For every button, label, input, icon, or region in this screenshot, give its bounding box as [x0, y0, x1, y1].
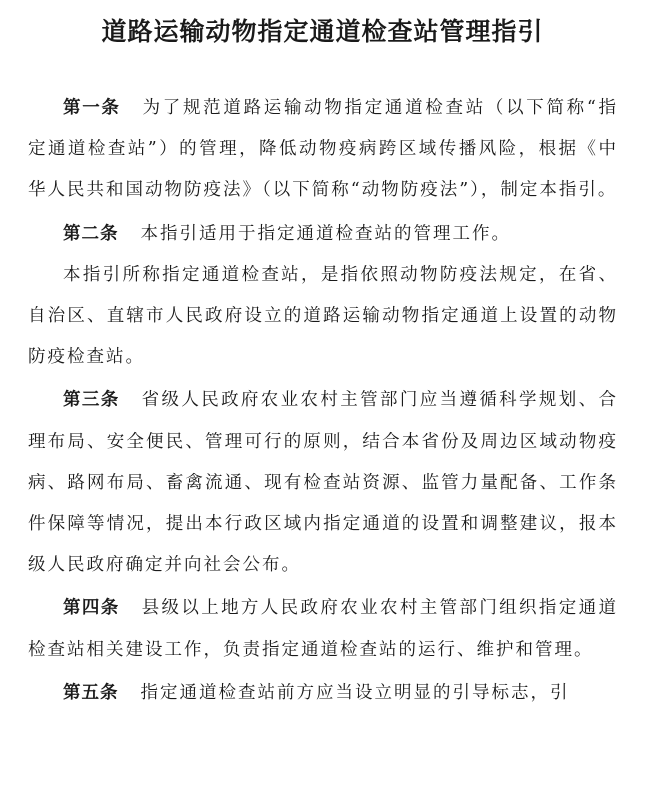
article-number: 第五条 [63, 682, 119, 703]
article-number: 第二条 [63, 223, 119, 244]
article-number: 第三条 [63, 390, 120, 411]
article-text: 县级以上地方人民政府农业农村主管部门组织指定通道检查站相关建设工作，负责指定通道检查站的运行、维护和管理。 [28, 598, 619, 660]
article-text: 省级人民政府农业农村主管部门应当遵循科学规划、合理布局、安全便民、管理可行的原则，结合本省份及周边区域动物疫病、路网布局、畜禽流通、现有检查站资源、监管力量配备、工作条件保障等情况，提出本行政区域内指定通道的设置和调整建议，报本级人民政府确定并向社会公布。 [28, 390, 619, 576]
document-body [28, 88, 618, 714]
article-4 [28, 588, 618, 670]
article-text: 为了规范道路运输动物指定通道检查站（以下简称“指定通道检查站”）的管理，降低动物疫病跨区域传播风险，根据《中华人民共和国动物防疫法》（以下简称“动物防疫法”），制定本指引。 [28, 98, 619, 201]
article-2-paragraph-2: 本指引所称指定通道检查站，是指依照动物防疫法规定，在省、自治区、直辖市人民政府设立的道路运输动物指定通道上设置的动物防疫检查站。 [28, 264, 618, 368]
article-5 [28, 673, 618, 714]
article-1 [28, 88, 618, 212]
article-text: 指定通道检查站前方应当设立明显的引导标志，引 [140, 682, 570, 703]
article-number: 第一条 [63, 98, 121, 118]
document-title: 道路运输动物指定通道检查站管理指引 [101, 17, 544, 46]
article-text: 本指引适用于指定通道检查站的管理工作。 [140, 223, 511, 244]
article-number: 第四条 [63, 598, 120, 619]
article-3 [28, 380, 618, 586]
article-2 [28, 214, 618, 255]
